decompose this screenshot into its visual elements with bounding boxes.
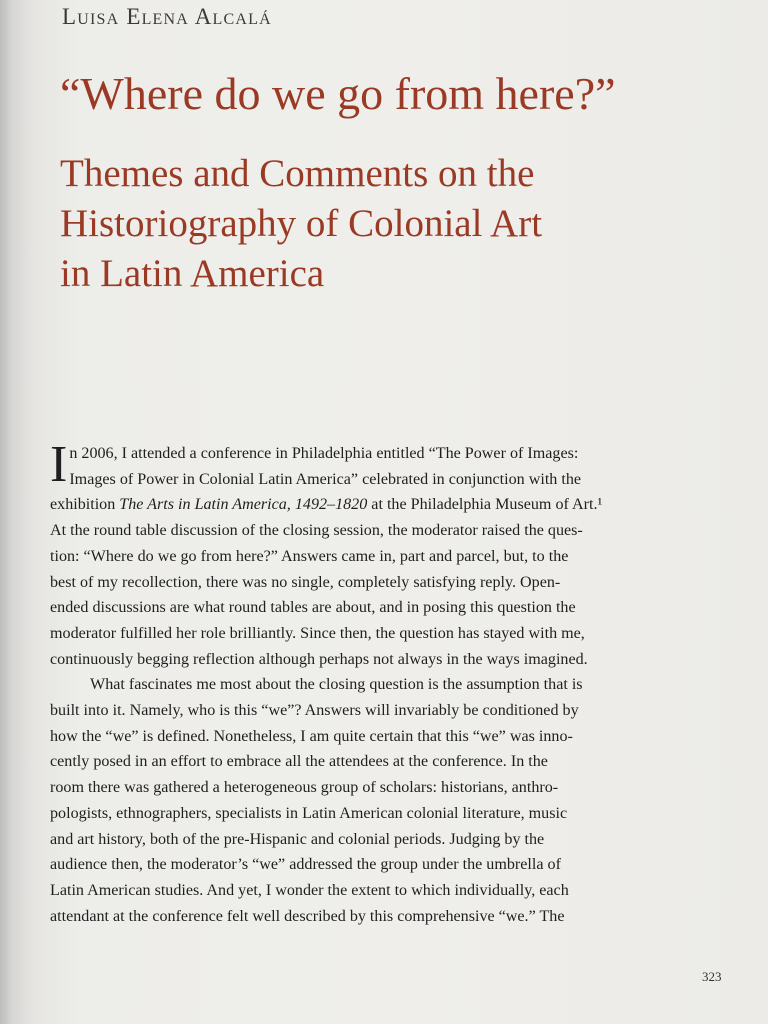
subtitle-line: Themes and Comments on the (60, 152, 535, 195)
text-line: Images of Power in Colonial Latin America” celebrated in conjunction with the (69, 470, 582, 488)
text-line: audience then, the moderator’s “we” addressed the group under the umbrella of (50, 856, 561, 874)
page-number: 323 (702, 969, 722, 984)
text-line: At the round table discussion of the closing session, the moderator raised the ques- (50, 522, 583, 540)
chapter-subtitle (60, 149, 700, 299)
text-line: ended discussions are what round tables are about, and in posing this question the (50, 599, 576, 617)
text-line-paragraph-start: What fascinates me most about the closing question is the assumption that is (90, 676, 583, 694)
drop-cap: I (50, 436, 68, 493)
text-line: n 2006, I attended a conference in Philadelphia entitled “The Power of Images: (69, 445, 579, 462)
text-line-with-italic-title: exhibition The Arts in Latin America, 1492–1820 at the Philadelphia Museum of Art.¹ (50, 496, 603, 514)
author-name: Luisa Elena Alcalá (62, 4, 272, 29)
text-line: built into it. Namely, who is this “we”? Answers will invariably be conditioned by (50, 702, 579, 720)
text-line: cently posed in an effort to embrace all the attendees at the conference. In the (50, 753, 548, 771)
exhibition-title: The Arts in Latin America, 1492–1820 (119, 496, 368, 514)
subtitle-line: Historiography of Colonial Art (60, 202, 543, 245)
text-line: moderator fulfilled her role brilliantly. Since then, the question has stayed with me, (50, 624, 585, 642)
text-line: best of my recollection, there was no single, completely satisfying reply. Open- (50, 573, 561, 591)
text-line: how the “we” is defined. Nonetheless, I am quite certain that this “we” was inno- (50, 727, 573, 745)
text-line: attendant at the conference felt well described by this comprehensive “we.” The (50, 907, 565, 925)
text-line: room there was gathered a heterogeneous group of scholars: historians, anthro- (50, 779, 559, 797)
text-line: and art history, both of the pre-Hispanic and colonial periods. Judging by the (50, 830, 545, 848)
text-line: tion: “Where do we go from here?” Answers came in, part and parcel, but, to the (50, 547, 569, 565)
subtitle-line: in Latin America (60, 252, 325, 295)
text-line: continuously begging reflection although perhaps not always in the ways imagined. (50, 650, 588, 668)
body-text (50, 436, 662, 929)
text-line: Latin American studies. And yet, I wonder the extent to which individually, each (50, 881, 569, 899)
chapter-title: “Where do we go from here?” (60, 68, 616, 119)
text-line: pologists, ethnographers, specialists in Latin American colonial literature, music (50, 804, 568, 822)
